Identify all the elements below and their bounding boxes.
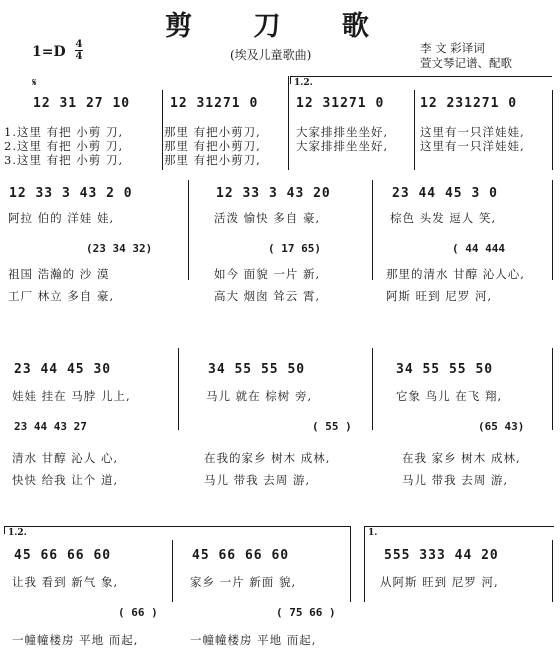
notation-measure: 45 66 66 60 bbox=[14, 548, 112, 563]
notation-measure: 12 231271 0 bbox=[420, 96, 518, 111]
barline bbox=[188, 180, 189, 280]
lyric-phrase: 活泼 愉快 多自 豪, bbox=[214, 211, 321, 225]
lyric-phrase: 在我 家乡 树木 成林, bbox=[402, 451, 521, 465]
lyric-phrase: 马儿 就在 棕树 旁, bbox=[206, 389, 313, 403]
lyricist-credit: 李 文 彩译词 bbox=[420, 41, 485, 55]
lyric-phrase: 工厂 林立 多自 豪, bbox=[8, 289, 115, 303]
lyric-phrase: 家乡 一片 新面 貌, bbox=[190, 575, 297, 589]
notation-measure: 45 66 66 60 bbox=[192, 548, 290, 563]
volta-bracket bbox=[364, 526, 554, 527]
harmony-notes: ( 17 65) bbox=[268, 242, 321, 255]
notation-measure: 12 31 27 10 bbox=[33, 96, 131, 111]
lyric-phrase: 马儿 带我 去周 游, bbox=[402, 473, 509, 487]
lyric-phrase: 它象 鸟儿 在飞 翔, bbox=[396, 389, 503, 403]
lyric-phrase: 祖国 浩瀚的 沙 漠 bbox=[8, 267, 110, 281]
barline bbox=[178, 348, 179, 430]
lyric-phrase: 一幢幢楼房 平地 而起, bbox=[12, 633, 139, 647]
volta-bracket bbox=[4, 526, 350, 527]
lyric-phrase: 娃娃 挂在 马脖 儿上, bbox=[12, 389, 131, 403]
barline bbox=[172, 540, 173, 602]
lyric-phrase: 让我 看到 新气 象, bbox=[12, 575, 119, 589]
lyric-phrase: 马儿 带我 去周 游, bbox=[204, 473, 311, 487]
volta-bracket bbox=[290, 76, 552, 77]
song-subtitle: (埃及儿童歌曲) bbox=[230, 48, 312, 62]
lyric-phrase: 阿拉 伯的 洋娃 娃, bbox=[8, 211, 115, 225]
barline bbox=[552, 180, 553, 280]
notation-measure: 555 333 44 20 bbox=[384, 548, 499, 563]
volta-tick bbox=[4, 526, 5, 534]
notation-measure: 23 44 45 3 0 bbox=[392, 186, 498, 201]
barline bbox=[414, 90, 415, 170]
lyric-phrase: 大家排排坐坐好, bbox=[296, 139, 389, 153]
harmony-notes: 23 44 43 27 bbox=[14, 420, 87, 433]
notation-measure: 12 31271 0 bbox=[296, 96, 385, 111]
volta-label: 1.2. bbox=[294, 78, 313, 88]
barline bbox=[288, 76, 289, 170]
lyric-phrase: 这里有一只洋娃娃, bbox=[420, 125, 525, 139]
lyric-phrase: 那里的清水 甘醇 沁人心, bbox=[386, 267, 525, 281]
notation-measure: 12 33 3 43 2 0 bbox=[9, 186, 133, 201]
barline bbox=[162, 90, 163, 170]
barline bbox=[552, 540, 553, 602]
lyric-phrase: 快快 给我 让个 道, bbox=[12, 473, 119, 487]
segno-icon: 𝄋 bbox=[32, 76, 37, 89]
lyric-phrase: 高大 烟囱 耸云 霄, bbox=[214, 289, 321, 303]
volta-label: 1. bbox=[368, 528, 378, 538]
notation-measure: 34 55 55 50 bbox=[208, 362, 306, 377]
lyric-phrase: 那里 有把小剪刀, bbox=[164, 153, 261, 167]
lyric-phrase: 那里 有把小剪刀, bbox=[164, 125, 261, 139]
lyric-phrase: 3.这里 有把 小剪 刀, bbox=[4, 153, 124, 167]
lyric-phrase: 一幢幢楼房 平地 而起, bbox=[190, 633, 317, 647]
notation-measure: 12 31271 0 bbox=[170, 96, 259, 111]
meter-bottom: 4 bbox=[75, 51, 83, 62]
harmony-notes: ( 44 444 bbox=[452, 242, 505, 255]
barline bbox=[372, 180, 373, 280]
barline bbox=[350, 526, 351, 602]
barline bbox=[552, 348, 553, 430]
lyric-phrase: 棕色 头发 逗人 笑, bbox=[390, 211, 497, 225]
notation-measure: 34 55 55 50 bbox=[396, 362, 494, 377]
lyric-phrase: 大家排排坐坐好, bbox=[296, 125, 389, 139]
lyric-phrase: 这里有一只洋娃娃, bbox=[420, 139, 525, 153]
volta-tick bbox=[290, 76, 291, 84]
meter-top: 4 bbox=[75, 39, 83, 50]
harmony-notes: (65 43) bbox=[478, 420, 525, 433]
lyric-phrase: 在我的家乡 树木 成林, bbox=[204, 451, 331, 465]
key-signature: 1=D bbox=[32, 44, 66, 60]
harmony-notes: ( 75 66 ) bbox=[276, 606, 336, 619]
notation-measure: 23 44 45 30 bbox=[14, 362, 112, 377]
lyric-phrase: 从阿斯 旺到 尼罗 河, bbox=[380, 575, 499, 589]
lyric-phrase: 2.这里 有把 小剪 刀, bbox=[4, 139, 124, 153]
harmony-notes: (23 34 32) bbox=[86, 242, 153, 255]
lyric-phrase: 1.这里 有把 小剪 刀, bbox=[4, 125, 124, 139]
arranger-credit: 萱文琴记谱、配歌 bbox=[420, 56, 512, 70]
lyric-phrase: 阿斯 旺到 尼罗 河, bbox=[386, 289, 493, 303]
barline bbox=[552, 90, 553, 170]
lyric-phrase: 如今 面貌 一片 新, bbox=[214, 267, 321, 281]
harmony-notes: ( 66 ) bbox=[118, 606, 158, 619]
lyric-phrase: 那里 有把小剪刀, bbox=[164, 139, 261, 153]
song-title: 剪 刀 歌 bbox=[165, 11, 395, 42]
time-signature bbox=[75, 39, 83, 62]
barline bbox=[364, 526, 365, 602]
volta-label: 1.2. bbox=[8, 528, 27, 538]
harmony-notes: ( 55 ) bbox=[312, 420, 352, 433]
lyric-phrase: 清水 甘醇 沁人 心, bbox=[12, 451, 119, 465]
barline bbox=[372, 348, 373, 430]
notation-measure: 12 33 3 43 20 bbox=[216, 186, 331, 201]
